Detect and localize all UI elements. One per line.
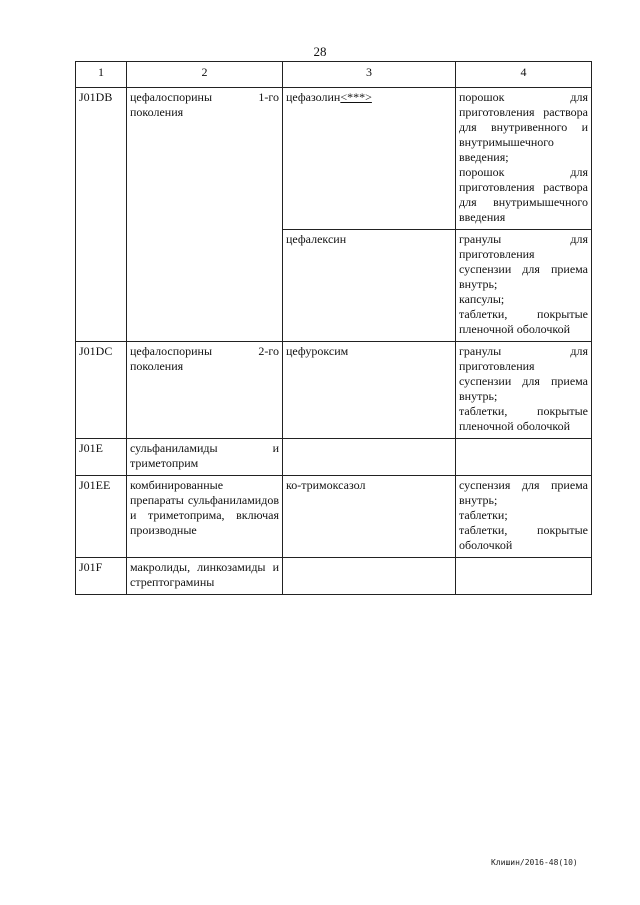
pharmacological-group-cell: комбинированные препараты сульфаниламидов и триметоприма, включая производные	[127, 476, 283, 558]
header-col-3: 3	[283, 62, 456, 88]
drug-name-cell	[283, 439, 456, 476]
dosage-form-item: таблетки, покрытые оболочкой	[459, 523, 588, 552]
header-col-2: 2	[127, 62, 283, 88]
atc-code-cell: J01E	[76, 439, 127, 476]
dosage-forms-cell	[456, 342, 592, 439]
atc-code-cell: J01F	[76, 558, 127, 595]
table-header-row	[76, 62, 592, 88]
drug-name: ко-тримоксазол	[286, 478, 366, 492]
table-row	[76, 476, 592, 558]
dosage-form-item: порошок для приготовления раствора для внутримышечного введения	[459, 165, 588, 224]
table-body	[76, 88, 592, 595]
drug-table	[75, 61, 592, 595]
drug-name: цефуроксим	[286, 344, 349, 358]
dosage-forms-cell	[456, 439, 592, 476]
dosage-form-item: таблетки;	[459, 508, 508, 522]
dosage-form-item: таблетки, покрытые пленочной оболочкой	[459, 404, 588, 433]
pharmacological-group-cell: цефалоспорины 2-го поколения	[127, 342, 283, 439]
drug-name-cell	[283, 558, 456, 595]
dosage-form-item: гранулы для приготовления суспензии для приема внутрь;	[459, 232, 588, 291]
drug-name-cell	[283, 476, 456, 558]
drug-name: цефалексин	[286, 232, 347, 246]
table-row	[76, 88, 592, 230]
footnote-reference-link[interactable]: <***>	[340, 90, 372, 104]
table-row	[76, 342, 592, 439]
dosage-form-item: суспензия для приема внутрь;	[459, 478, 588, 507]
dosage-form-item: порошок для приготовления раствора для внутривенного и внутримышечного введения;	[459, 90, 588, 164]
atc-code-cell: J01EE	[76, 476, 127, 558]
drug-name-cell	[283, 88, 456, 230]
drug-name-cell	[283, 342, 456, 439]
pharmacological-group-cell: макролиды, линкозамиды и стрептограмины	[127, 558, 283, 595]
table-row	[76, 439, 592, 476]
page-number: 28	[313, 44, 327, 59]
dosage-forms-cell	[456, 88, 592, 230]
header-col-1: 1	[76, 62, 127, 88]
dosage-form-item: капсулы;	[459, 292, 505, 306]
dosage-forms-cell	[456, 230, 592, 342]
drug-name: цефазолин	[286, 90, 341, 104]
pharmacological-group-cell: сульфаниламиды и триметоприм	[127, 439, 283, 476]
header-col-4: 4	[456, 62, 592, 88]
dosage-form-item: гранулы для приготовления суспензии для приема внутрь;	[459, 344, 588, 403]
atc-code-cell: J01DC	[76, 342, 127, 439]
atc-code-cell: J01DB	[76, 88, 127, 342]
dosage-forms-cell	[456, 558, 592, 595]
dosage-form-item: таблетки, покрытые пленочной оболочкой	[459, 307, 588, 336]
pharmacological-group-cell: цефалоспорины 1-го поколения	[127, 88, 283, 342]
drug-name-cell	[283, 230, 456, 342]
table-row	[76, 558, 592, 595]
footer-code: Клишин/2016-48(10)	[491, 858, 578, 867]
dosage-forms-cell	[456, 476, 592, 558]
